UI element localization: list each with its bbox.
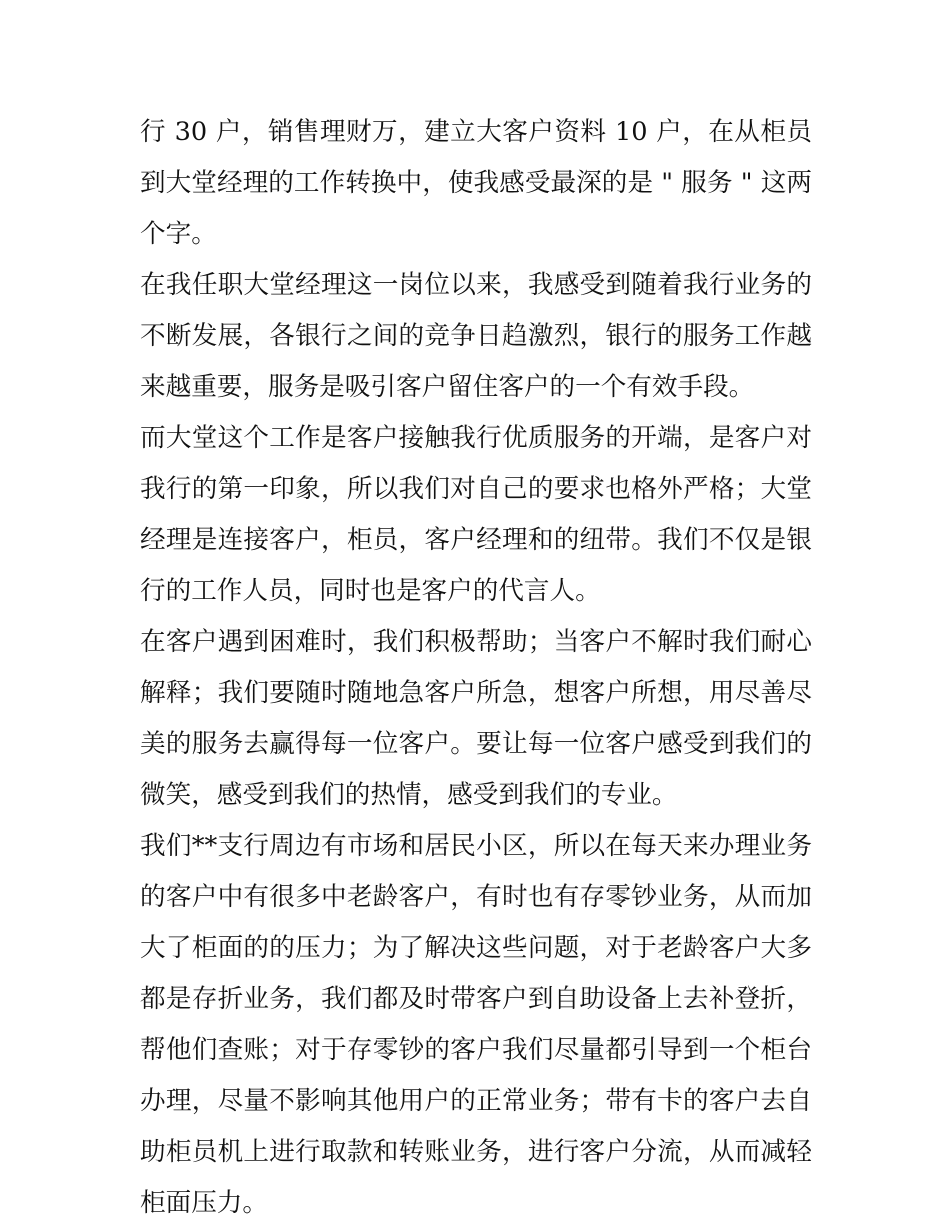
paragraph-1: 行 30 户，销售理财万，建立大客户资料 10 户，在从柜员到大堂经理的工作转换中，使我感受最深的是 " 服务 " 这两个字。 (140, 117, 812, 249)
document-body (140, 107, 812, 1229)
paragraph-5: 我们**支行周边有市场和居民小区，所以在每天来办理业务的客户中有很多中老龄客户，有时也有存零钞业务，从而加大了柜面的的压力；为了解决这些问题，对于老龄客户大多都是存折业务，我们都及时带客户到自助设备上去补登折，帮他们查账；对于存零钞的客户我们尽量都引导到一个柜台办理，尽量不影响其他用户的正常业务；带有卡的客户去自助柜员机上进行取款和转账业务，进行客户分流，从而减轻柜面压力。 (140, 831, 812, 1218)
paragraph-3: 而大堂这个工作是客户接触我行优质服务的开端，是客户对我行的第一印象，所以我们对自己的要求也格外严格；大堂经理是连接客户，柜员，客户经理和的纽带。我们不仅是银行的工作人员，同时也是客户的代言人。 (140, 423, 812, 606)
paragraph-4: 在客户遇到困难时，我们积极帮助；当客户不解时我们耐心解释；我们要随时随地急客户所急，想客户所想，用尽善尽美的服务去赢得每一位客户。要让每一位客户感受到我们的微笑，感受到我们的热情，感受到我们的专业。 (140, 627, 812, 810)
paragraph-2: 在我任职大堂经理这一岗位以来，我感受到随着我行业务的不断发展，各银行之间的竞争日趋激烈，银行的服务工作越来越重要，服务是吸引客户留住客户的一个有效手段。 (140, 270, 812, 402)
